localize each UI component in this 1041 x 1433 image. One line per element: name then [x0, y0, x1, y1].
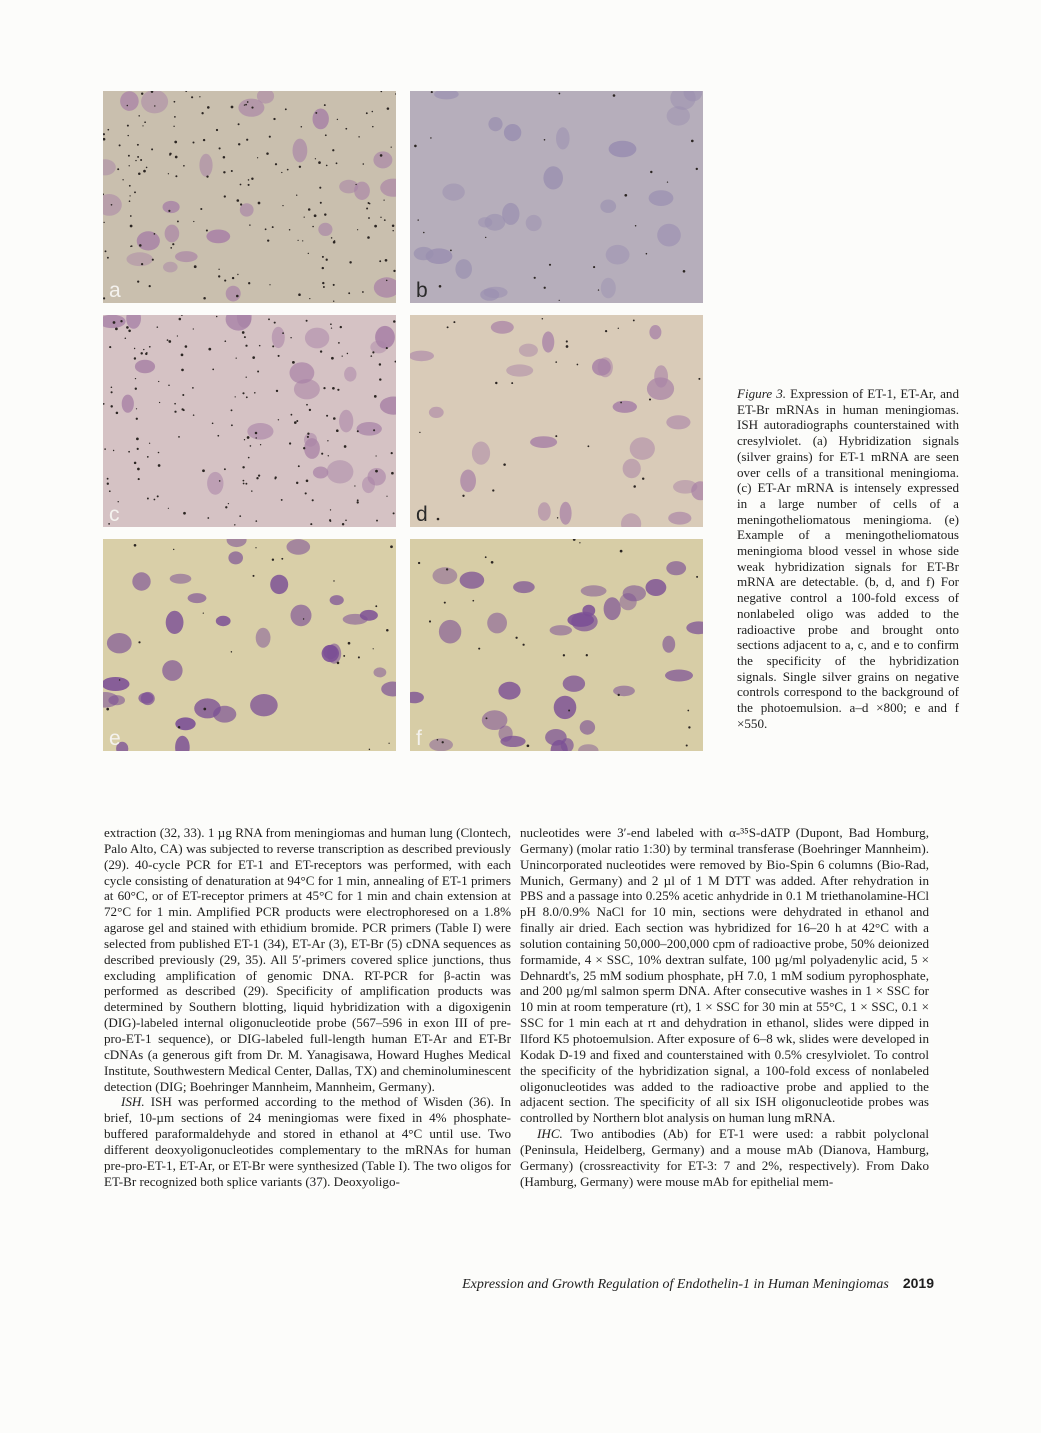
- running-title: Expression and Growth Regulation of Endothelin-1 in Human Meningiomas: [462, 1277, 889, 1292]
- figure-caption: [737, 386, 959, 731]
- left-column: [104, 825, 511, 1189]
- caption-title: Figure 3.: [737, 386, 787, 401]
- micrograph-panel-d: [410, 315, 703, 527]
- page-footer: [300, 1275, 934, 1293]
- right-paragraph-1: nucleotides were 3′-end labeled with α-³⁵S-dATP (Dupont, Bad Homburg, Germany) (molar ratio 1:30) by terminal transferase (Boehringer Mannheim). Unincorporated nucleotides were removed by Bio-Spin 6 columns (Bio-Rad, Munich, Germany) and 2 µl of 1 M DTT was added. After rehydration in PBS and a passage into 0.25% acetic anhydride in 0.1 M triethanolamine-HCl pH 8.0/0.9% NaCl for 10 min, sections were dehydrated in ethanol and finally air dried. Each section was hybridized for 16–20 h at 42°C with a solution containing 50,000–200,000 cpm of radioactive probe, 50% deionized formamide, 4 × SSC, 10% dextran sulfate, 100 µg/ml polyadenylic acid, 5 × Dehnardt's, 25 mM sodium phosphate, pH 7.0, 1 mM sodium pyrophosphate, and 200 µg/ml salmon sperm DNA. After consecutive washes in 1 × SSC for 10 min at room temperature (rt), 1 × SSC for 30 min at 55°C, 1 × SSC, 0.1 × SSC for 1 min each at rt and dehydration in ethanol, slides were dipped in Ilford K5 photoemulsion. After exposure of 6–8 wk, slides were developed in Kodak D-19 and fixed and counterstained with 0.5% cresylviolet. To control the specificity of the hybridization signal, a 100-fold excess of nonlabeled oligonucleotides was added to the radioactive probe and applied to the adjacent section. The specificity of all six ISH oligonucleotide probes was controlled by Northern blot analysis on human lung mRNA.: [520, 825, 929, 1126]
- right-paragraph-2-text: Two antibodies (Ab) for ET-1 were used: a rabbit polyclonal (Peninsula, Heidelberg, Germany) and a mouse mAb (Dianova, Hamburg, Germany) (crossreactivity for ET-3: 7 and 2%, respectively). From Dako (Hamburg, Germany) were mouse mAb for epithelial mem-: [520, 1126, 929, 1189]
- micrograph-panel-b: [410, 91, 703, 303]
- panel-label-a: a: [109, 279, 121, 302]
- left-paragraph-1: extraction (32, 33). 1 µg RNA from meningiomas and human lung (Clontech, Palo Alto, CA) was subjected to reverse transcription as described previously (29). 40-cycle PCR for ET-1 and ET-receptors was performed, with each cycle consisting of denaturation at 94°C for 1 min, annealing of ET-1 primers at 60°C, or of ET-receptor primers at 45°C for 1 min and chain extension at 72°C for 1 min. Amplified PCR products were electrophoresed on a 1.8% agarose gel and stained with ethidium bromide. PCR primers (Table I) were selected from published ET-1 (34), ET-Ar (3), ET-Br (5) cDNA sequences as described previously (29, 35). All 5′-primers covered splice junctions, thus excluding amplification of genomic DNA. RT-PCR for β-actin was performed as described (29). Specificity of amplification products was determined by Southern blotting, liquid hybridization with a digoxigenin (DIG)-labeled internal oligonucleotide probe (567–596 in exon III of pre-pro-ET-1 sequence), or DIG-labeled full-length human ET-Ar and ET-Br cDNAs (a generous gift from Dr. M. Yanagisawa, Howard Hughes Medical Institute, Southwestern Medical Center, Dallas, TX) and cheminoluminescent detection (DIG; Boehringer Mannheim, Mannheim, Germany).: [104, 825, 511, 1094]
- right-column: [520, 825, 929, 1189]
- panel-label-f: f: [416, 727, 422, 750]
- caption-text: Expression of ET-1, ET-Ar, and ET-Br mRNAs in human meningiomas. ISH autoradiographs counterstained with cresylviolet. (a) Hybridization signals (silver grains) for ET-1 mRNA are seen over cells of a transitional meningioma. (c) ET-Ar mRNA is intensely expressed in a large number of cells of a meningotheliomatous meningioma. (e) Example of a meningotheliomatous meningioma blood vessel in whose side weak hybridization signals for ET-Br mRNA are detectable. (b, d, and f) For negative control a 100-fold excess of nonlabeled oligo was added to the radioactive probe and brought onto sections adjacent to a, c, and e to confirm the specificity of the hybridization signals. Single silver grains on negative controls correspond to the background of the photoemulsion. a–d ×800; e and f ×550.: [737, 386, 959, 731]
- left-paragraph-2-text: ISH was performed according to the method of Wisden (36). In brief, 10-µm sections of 24 meningiomas were fixed in 4% phosphate-buffered paraformaldehyde and stored in ethanol at 4°C until use. Two different deoxyoligonucleotides complementary to the mRNAs for human pre-pro-ET-1, ET-Ar, or ET-Br were synthesized (Table I). The two oligos for ET-Br recognized both splice variants (37). Deoxyoligo-: [104, 1094, 511, 1189]
- right-paragraph-2: [520, 1126, 929, 1189]
- micrograph-panel-e: [103, 539, 396, 751]
- left-paragraph-2: [104, 1094, 511, 1189]
- section-head-ihc: IHC.: [537, 1126, 563, 1142]
- panel-label-d: d: [416, 503, 428, 526]
- micrograph-panel-a: [103, 91, 396, 303]
- section-head-ish: ISH.: [121, 1094, 145, 1110]
- figure-3-grid: [103, 91, 705, 783]
- panel-label-e: e: [109, 727, 121, 750]
- panel-label-c: c: [109, 503, 120, 526]
- micrograph-panel-f: [410, 539, 703, 751]
- micrograph-panel-c: [103, 315, 396, 527]
- panel-label-b: b: [416, 279, 428, 302]
- page-number: 2019: [902, 1275, 934, 1291]
